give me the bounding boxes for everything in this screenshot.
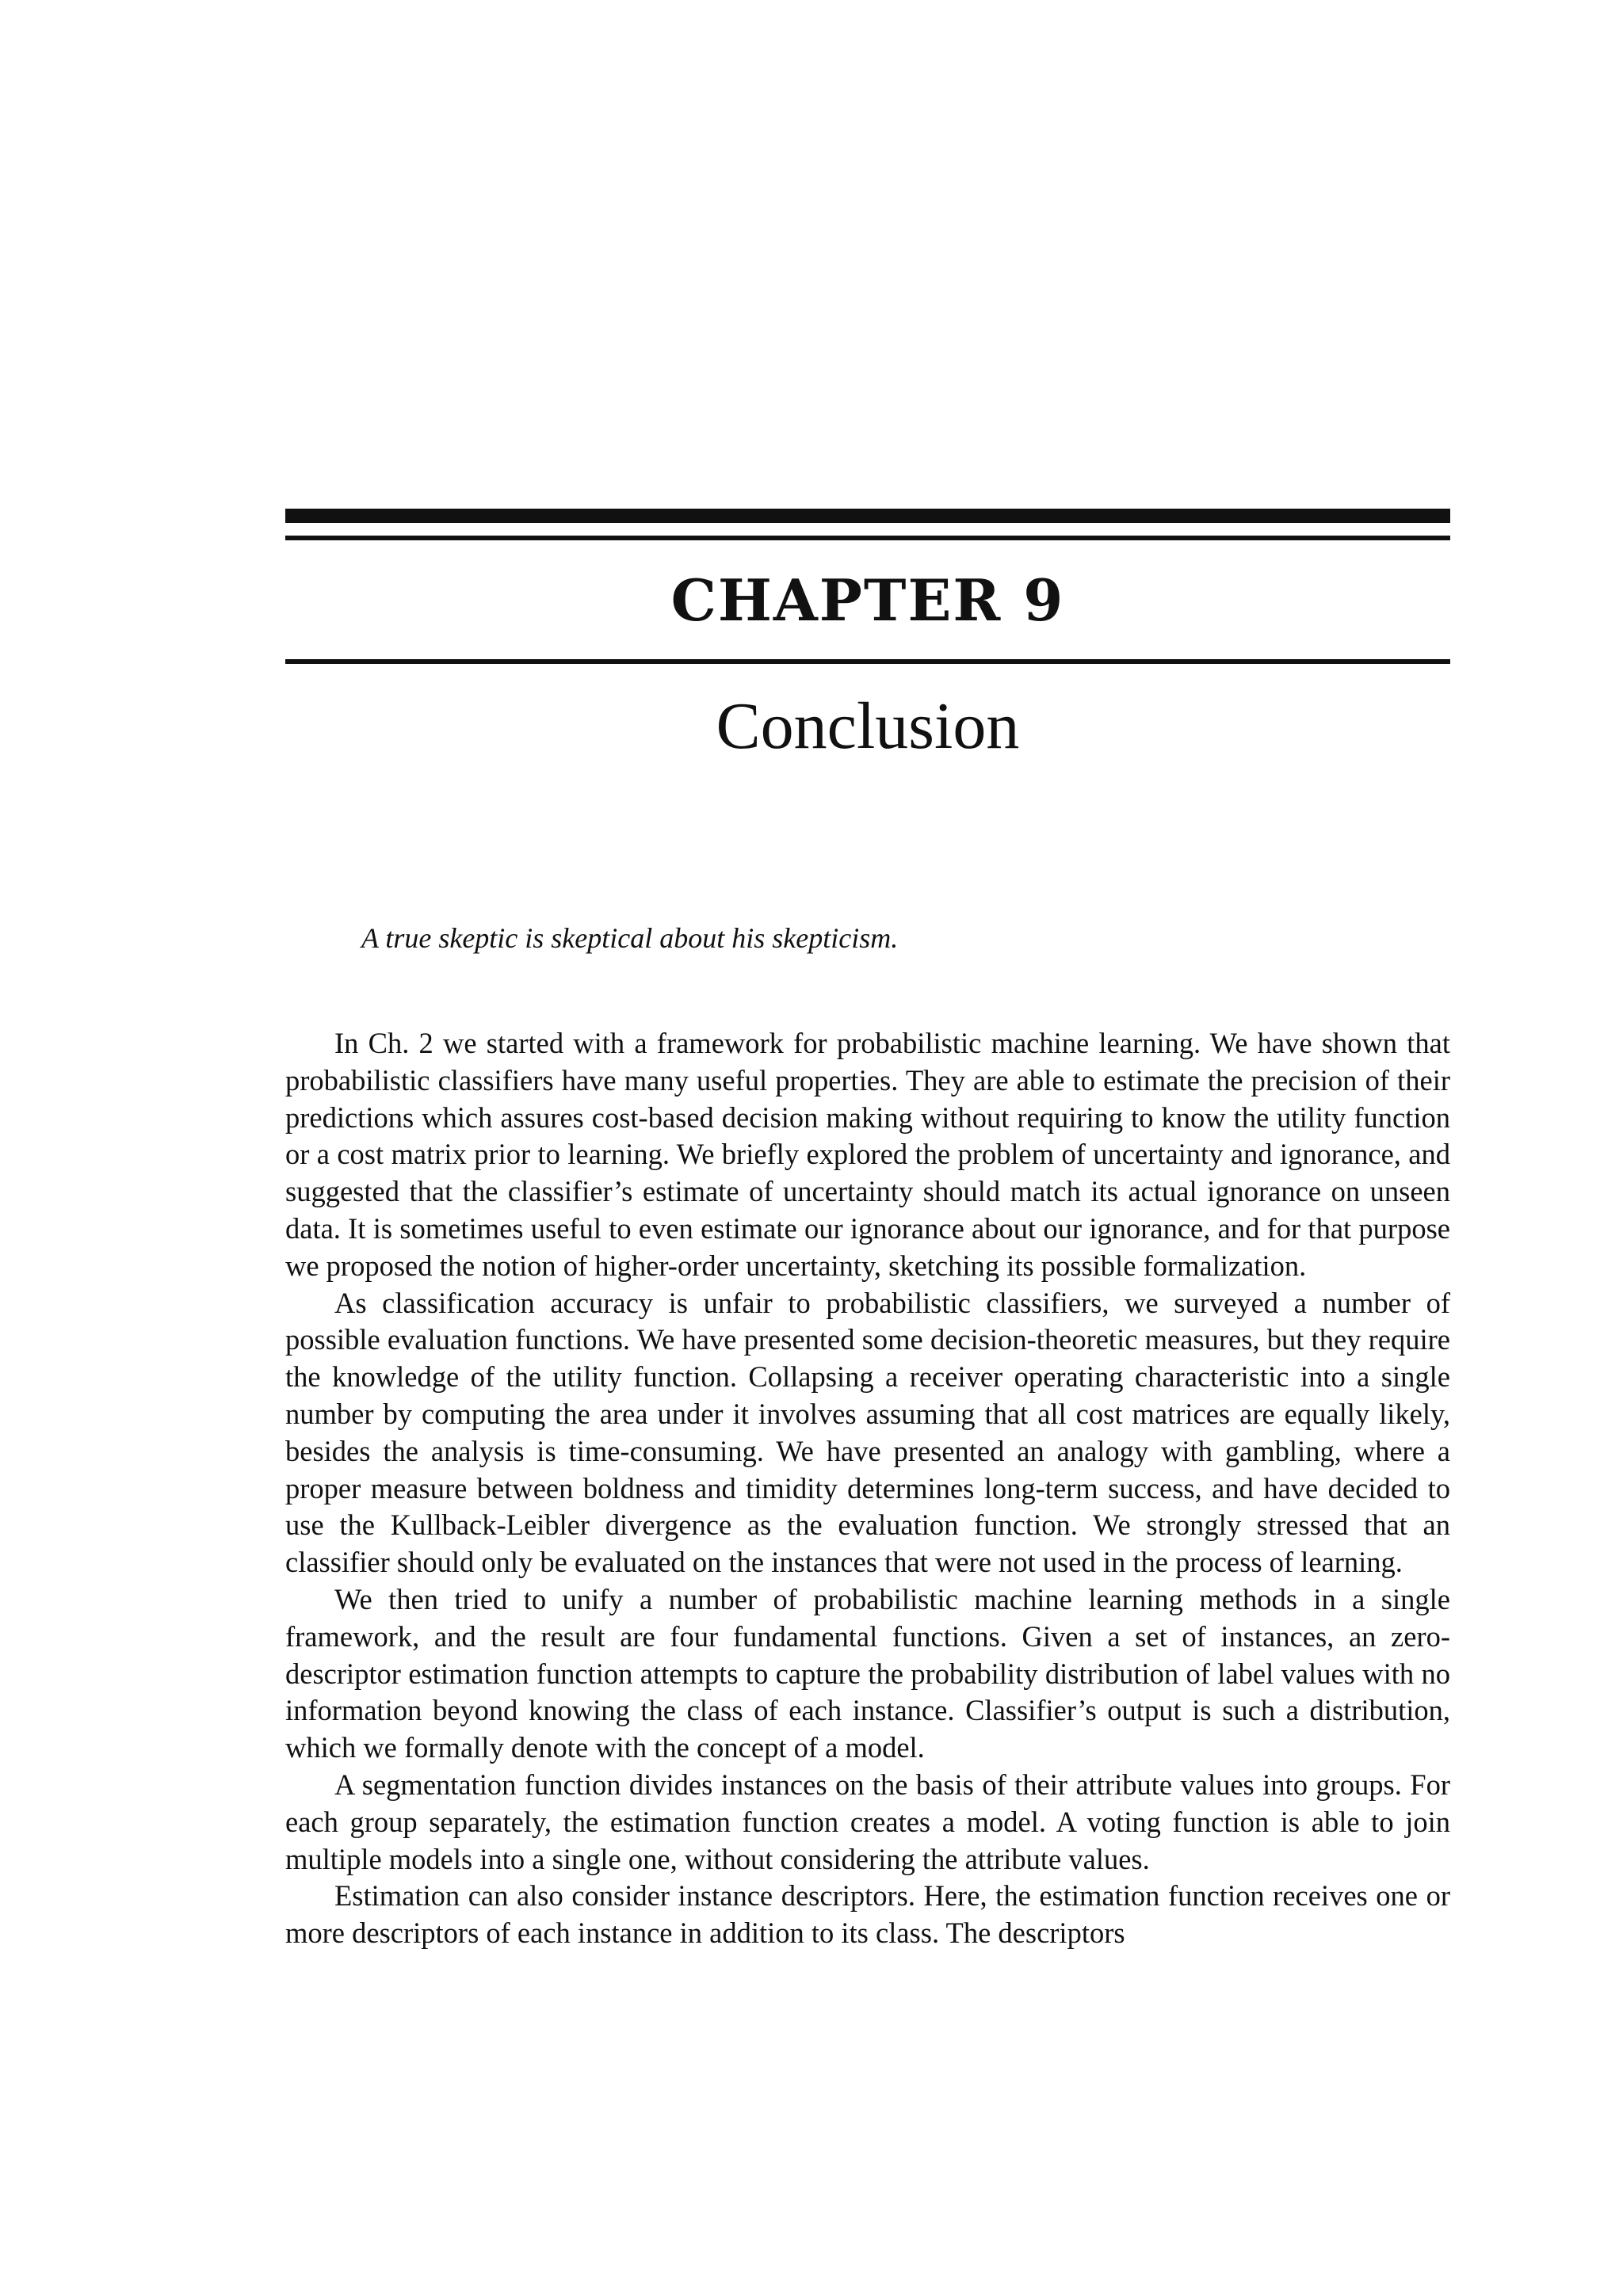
chapter-number: CHAPTER 9 xyxy=(670,566,1065,634)
epigraph: A true skeptic is skeptical about his skepticism. xyxy=(361,922,899,954)
paragraph: We then tried to unify a number of probabilistic machine learning methods in a single framework, and the result are four fundamental functions. Given a set of instances, an zero-descriptor estimation function attempts to capture the probability distribution of label values with no information beyond knowing the class of each instance. Classifier’s output is such a distribution, which we formally denote with the concept of a model. xyxy=(285,1582,1450,1764)
paragraph: Estimation can also consider instance descriptors. Here, the estimation function receives one or more descriptors of each instance in addition to its class. The descriptors xyxy=(285,1879,1450,1950)
chapter-title: Conclusion xyxy=(716,689,1020,763)
paragraph: As classification accuracy is unfair to probabilistic classifiers, we surveyed a number of possible evaluation functions. We have presented some decision-theoretic measures, but they require the knowledge of the utility function. Collapsing a receiver operating characteristic into a single number by computing the area under it involves assuming that all cost matrices are equally likely, besides the analysis is time-consuming. We have presented an analogy with gambling, where a proper measure between boldness and timidity determines long-term success, and have decided to use the Kullback-Leibler divergence as the evaluation function. We strongly stressed that an classifier should only be evaluated on the instances that were not used in the process of learning. xyxy=(285,1286,1450,1579)
chapter-rule-thin-top xyxy=(285,536,1450,540)
paragraph: In Ch. 2 we started with a framework for probabilistic machine learning. We have shown that probabilistic classifiers have many useful properties. They are able to estimate the precision of their predictions which assures cost-based decision making without requiring to know the utility function or a cost matrix prior to learning. We briefly explored the problem of uncertainty and ignorance, and suggested that the classifier’s estimate of uncertainty should match its actual ignorance on unseen data. It is sometimes useful to even estimate our ignorance about our ignorance, and for that purpose we proposed the notion of higher-order uncertainty, sketching its possible formalization. xyxy=(285,1027,1450,1282)
body-text xyxy=(285,1025,1450,1952)
chapter-rule-thin-bottom xyxy=(285,659,1450,664)
chapter-rule-thick xyxy=(285,509,1450,523)
paragraph: A segmentation function divides instances on the basis of their attribute values into groups. For each group separately, the estimation function creates a model. A voting function is able to join multiple models into a single one, without considering the attribute values. xyxy=(285,1768,1450,1875)
